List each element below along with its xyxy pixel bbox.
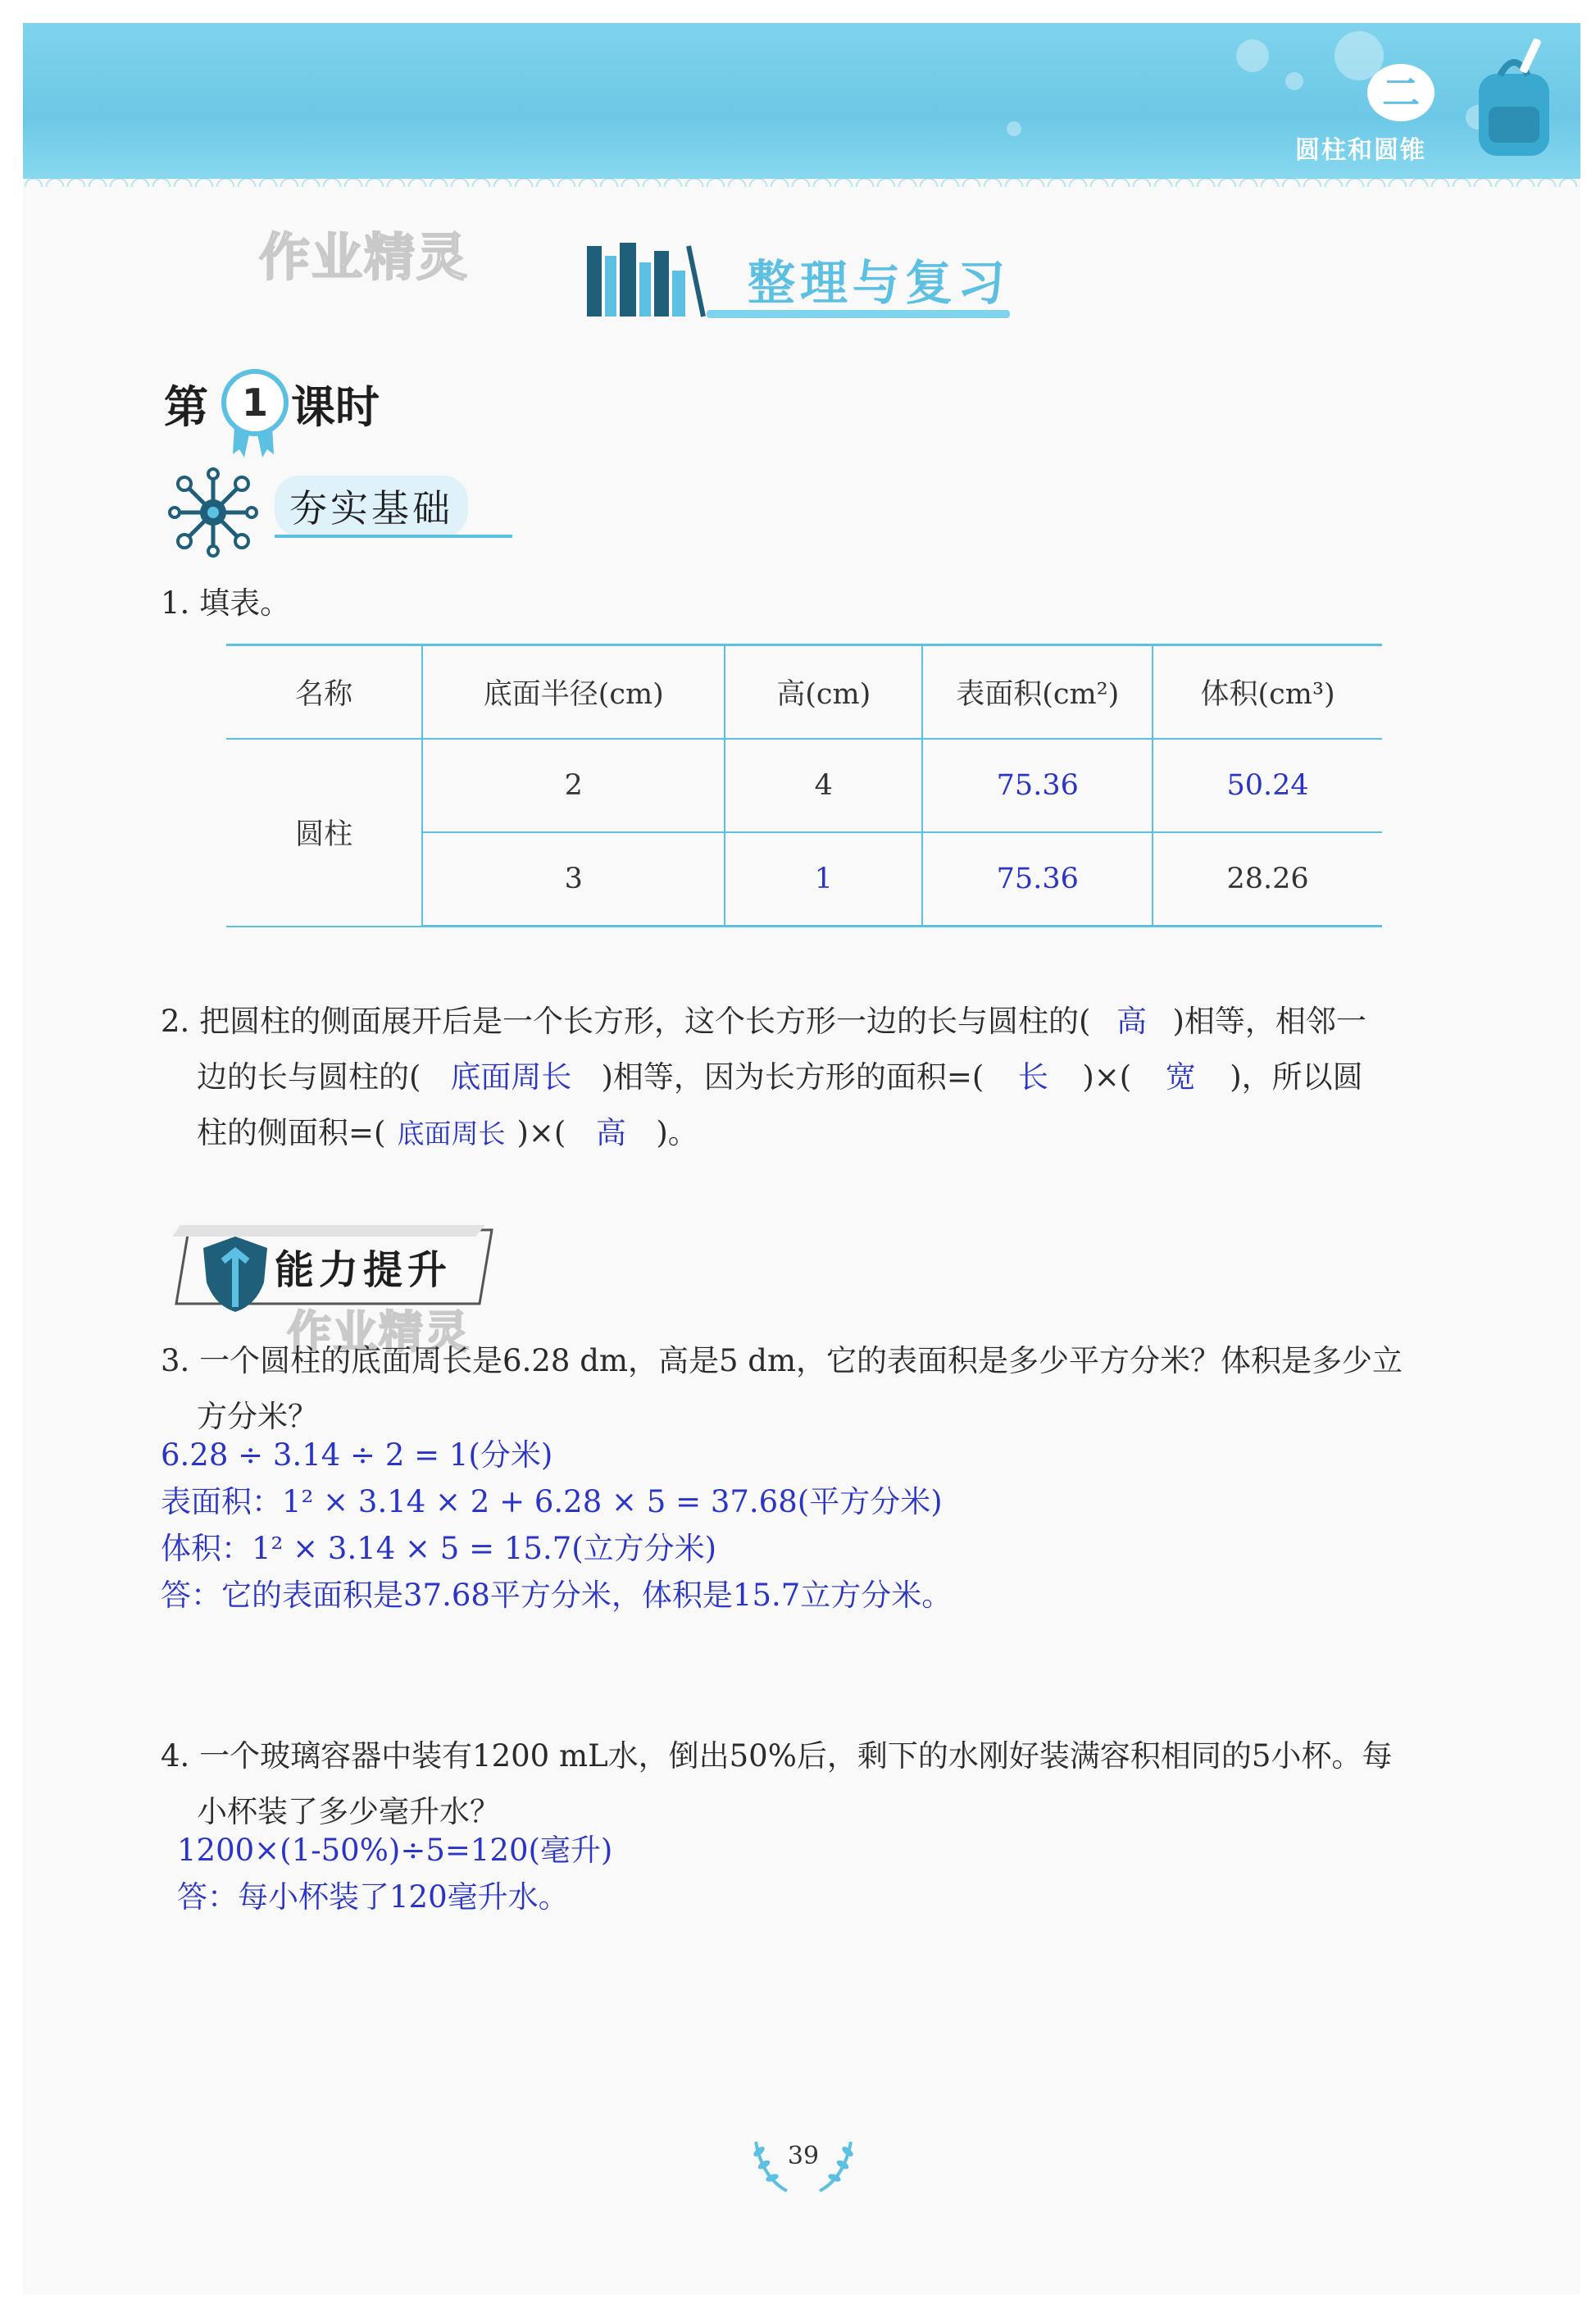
table-row — [226, 739, 1382, 832]
q2-text: 边的长与圆柱的( — [197, 1059, 421, 1095]
q3-solution-line: 体积：1² × 3.14 × 5 = 15.7(立方分米) — [161, 1531, 717, 1566]
q2-text: 柱的侧面积=( — [197, 1115, 386, 1150]
q3-solution — [161, 1432, 952, 1619]
q4-line-1: 4. 一个玻璃容器中装有1200 mL水，倒出50%后，剩下的水刚好装满容积相同的5小杯。每 — [161, 1738, 1393, 1774]
q3-answer-line: 答：它的表面积是37.68平方分米，体积是15.7立方分米。 — [161, 1578, 953, 1613]
q2-text: )相等，相邻一 — [1172, 1004, 1366, 1039]
road-shield-icon — [198, 1233, 272, 1315]
q2-text: )×( — [1082, 1059, 1132, 1095]
table-cell: 3 — [422, 832, 725, 927]
q2-text: )相等，因为长方形的面积=( — [601, 1059, 984, 1095]
network-icon — [168, 467, 258, 558]
lesson-number: 1 — [221, 369, 289, 436]
q3-line-2: 方分米？ — [197, 1399, 318, 1434]
q3-solution-line: 表面积：1² × 3.14 × 2 + 6.28 × 5 = 37.68(平方分米) — [161, 1484, 943, 1519]
fill-table — [226, 644, 1382, 927]
q2-answer-width: 宽 — [1165, 1059, 1196, 1095]
q4-line-2: 小杯装了多少毫升水？ — [197, 1794, 500, 1829]
watermark: 作业精灵 — [259, 227, 470, 287]
question-2 — [161, 994, 1456, 1162]
table-answer-cell: 75.36 — [922, 832, 1153, 927]
q3-solution-line: 6.28 ÷ 3.14 ÷ 2 = 1(分米) — [161, 1437, 553, 1473]
lesson-suffix: 课时 — [291, 381, 380, 433]
unit-number-badge: 二 — [1367, 64, 1435, 121]
question-3 — [161, 1333, 1456, 1445]
section-badge-basic — [168, 467, 529, 558]
section-badge-advanced — [164, 1222, 508, 1320]
badge-advanced-label: 能力提升 — [275, 1247, 452, 1293]
table-answer-cell: 1 — [725, 832, 922, 927]
q2-answer-height-2: 高 — [595, 1115, 626, 1150]
table-answer-cell: 75.36 — [922, 739, 1153, 832]
table-header-row — [226, 645, 1382, 740]
q3-line-1: 3. 一个圆柱的底面周长是6.28 dm，高是5 dm，它的表面积是多少平方分米？体积是多少立 — [161, 1343, 1403, 1378]
table-header-cell: 名称 — [226, 645, 422, 740]
table-cell: 28.26 — [1153, 832, 1382, 927]
lesson-prefix: 第 — [164, 381, 208, 433]
table-answer-cell: 50.24 — [1153, 739, 1382, 832]
q2-text: )×( — [516, 1115, 566, 1150]
section-title-block — [584, 238, 1018, 328]
q2-answer-length: 长 — [1017, 1059, 1048, 1095]
section-title: 整理与复习 — [748, 255, 1011, 311]
table-cell: 4 — [725, 739, 922, 832]
banner-scallop-edge — [23, 175, 1580, 187]
backpack-icon — [1467, 33, 1566, 164]
table-row-label: 圆柱 — [226, 739, 422, 927]
question-4 — [161, 1728, 1456, 1840]
q4-answer-line: 答：每小杯装了120毫升水。 — [177, 1879, 569, 1915]
table-header-cell: 底面半径(cm) — [422, 645, 725, 740]
question-1-text: 1. 填表。 — [161, 585, 291, 621]
table-cell: 2 — [422, 739, 725, 832]
table-header-cell: 体积(cm³) — [1153, 645, 1382, 740]
watermark: 作业精灵 — [287, 1306, 471, 1358]
q2-answer-circumference-2: 底面周长 — [397, 1118, 506, 1150]
badge-basic-line — [275, 535, 512, 538]
table-header-cell: 高(cm) — [725, 645, 922, 740]
table-header-cell: 表面积(cm²) — [922, 645, 1153, 740]
page-number: 39 — [787, 2142, 820, 2170]
unit-title: 圆柱和圆锥 — [1295, 136, 1426, 165]
q2-answer-circumference: 底面周长 — [450, 1059, 572, 1095]
q2-answer-height: 高 — [1116, 1004, 1147, 1039]
q2-text: )，所以圆 — [1230, 1059, 1363, 1095]
q4-solution — [177, 1827, 612, 1920]
badge-basic-label: 夯实基础 — [275, 476, 468, 536]
books-icon — [584, 238, 707, 320]
q2-text: )。 — [656, 1115, 698, 1150]
q4-solution-line: 1200×(1-50%)÷5=120(毫升) — [177, 1833, 613, 1868]
q2-text: 2. 把圆柱的侧面展开后是一个长方形，这个长方形一边的长与圆柱的( — [161, 1004, 1091, 1039]
